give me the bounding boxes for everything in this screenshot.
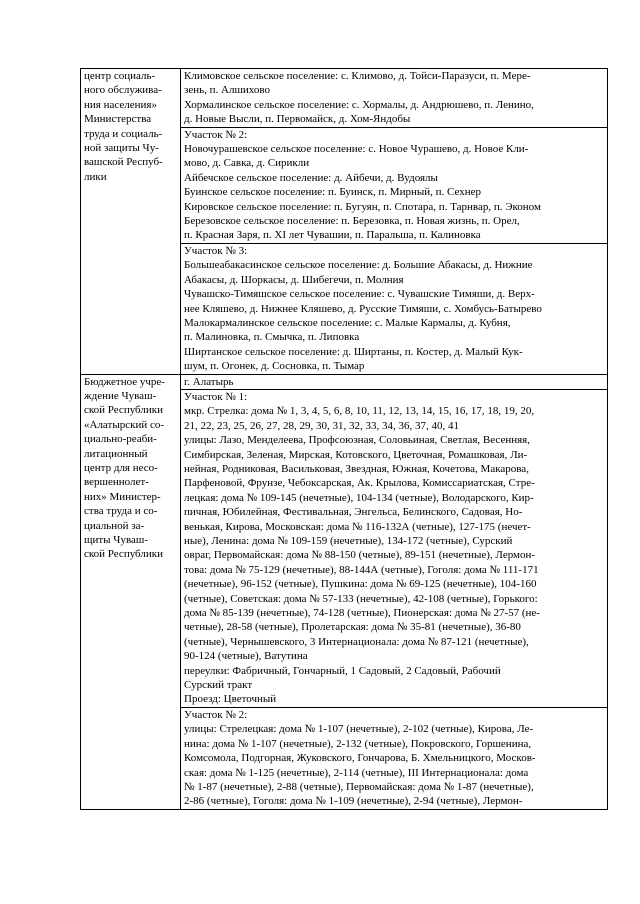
section-line: нейная, Родниковая, Васильковая, Звездная, Южная, Кочетова, Макарова, [184,462,529,475]
section-line: Айбечское сельское поселение: д. Айбечи, д. Вудоялы [184,171,438,184]
section-line: нее Кляшево, д. Нижнее Кляшево, д. Русские Тимяши, с. Хомбусь-Батырево [184,302,542,315]
org-line: циальной за- [84,519,145,532]
org-line: литационный [84,447,148,460]
section-line: (четные), Советская: дома № 57-133 (нечетные), 42-108 (четные), Горького: [184,592,538,605]
section-line: овраг, Первомайская: дома № 88-150 (четные), 89-151 (нечетные), Лермон- [184,549,536,562]
org-line: ской Республики [84,548,163,561]
organization-cell [81,69,181,375]
city-label: г. Алатырь [184,375,234,388]
org-line: ской Республики [84,404,163,417]
section-line: Участок № 2: [184,708,248,721]
section-line: шум, п. Огонек, д. Сосновка, п. Тымар [184,360,365,373]
section-line: лецкая: дома № 109-145 (нечетные), 104-134 (четные), Володарского, Кир- [184,491,534,504]
section-line: дома № 85-139 (нечетные), 74-128 (четные), Пионерская: дома № 27-57 (не- [184,607,540,620]
districts-table [80,68,608,810]
org-line: центр для несо- [84,461,158,474]
section-line: Малокармалинское сельское поселение: с. Малые Кармалы, д. Кубня, [184,316,511,329]
org-line: ного обслужива- [84,84,162,97]
section-line: Комсомола, Подгорная, Жуковского, Гончарова, Б. Хмельницкого, Москов- [184,752,536,765]
org-line: ной защиты Чу- [84,142,159,155]
section-line: мово, д. Савка, д. Сирикли [184,157,310,170]
organization-cell [81,374,181,809]
table-row [81,69,608,128]
section-line: това: дома № 75-129 (нечетные), 88-144А (четные), Гоголя: дома № 111-171 [184,563,539,576]
section-line: Проезд: Цветочный [184,693,277,706]
org-line: вашской Респуб- [84,156,163,169]
section-line: Симбирская, Зеленая, Мирская, Котовского, Цветочная, Ромашковая, Ли- [184,448,528,461]
section-line: Парфеновой, Фрунзе, Чебоксарская, Ак. Крылова, Комиссариатская, Стре- [184,477,535,490]
section-line: 2-86 (четные), Гоголя: дома № 1-109 (нечетные), 2-94 (четные), Лермон- [184,795,523,808]
section-cell [181,69,608,128]
org-line: щиты Чуваш- [84,534,149,546]
section-line: ные), Ленина: дома № 109-159 (нечетные), 134-172 (четные), Сурский [184,535,513,547]
org-line: ства труда и со- [84,505,158,518]
section-line: (четные), Чернышевского, 3 Интернационала: дома № 87-121 (нечетные), [184,635,529,648]
section-line: улицы: Лазо, Менделеева, Профсоюзная, Соловьиная, Светлая, Весенняя, [184,434,530,447]
section-line: Большеабакасинское сельское поселение: д. Большие Абакасы, д. Нижние [184,259,533,272]
org-line: циально-реаби- [84,433,157,446]
section-line: (нечетные), 96-152 (четные), Пушкина: дома № 69-125 (нечетные), 104-160 [184,578,537,591]
section-line: Кировское сельское поселение: п. Бугуян, п. Спотара, п. Тарнвар, п. Эконом [184,200,541,213]
section-cell [181,127,608,243]
section-line: 21, 22, 23, 25, 26, 27, 28, 29, 30, 31, 32, 33, 34, 36, 37, 40, 41 [184,419,459,432]
section-line: Ширтанское сельское поселение: д. Ширтаны, п. Костер, д. Малый Кук- [184,345,523,358]
section-line: Участок № 3: [184,244,248,257]
org-line: ния населения» [84,98,157,111]
section-line: 90-124 (четные), Ватутина [184,650,308,663]
section-line: Буинское сельское поселение: п. Буинск, п. Мирный, п. Сехнер [184,186,481,199]
section-line: пичная, Юбилейная, Фестивальная, Энгельса, Белинского, Садовая, Но- [184,506,523,519]
section-line: нина: дома № 1-107 (нечетные), 2-132 (четные), Покровского, Горшенина, [184,737,532,750]
section-line: Хормалинское сельское поселение: с. Хормалы, д. Андрюшево, п. Ленино, [184,98,534,111]
section-line: Сурский тракт [184,679,253,692]
section-line: улицы: Стрелецкая: дома № 1-107 (нечетные), 2-102 (четные), Кирова, Ле- [184,723,534,736]
section-line: Климовское сельское поселение: с. Климово, д. Тойси-Паразуси, п. Мере- [184,70,531,82]
section-line: венькая, Кирова, Московская: дома № 116-132А (четные), 127-175 (нечет- [184,520,531,533]
section-line: зень, п. Алшихово [184,84,271,97]
section-line: Участок № 2: [184,128,248,141]
section-line: мкр. Стрелка: дома № 1, 3, 4, 5, 6, 8, 10, 11, 12, 13, 14, 15, 16, 17, 18, 19, 20, [184,405,535,418]
section-line: ская: дома № 1-125 (нечетные), 2-114 (четные), III Интернационала: дома [184,766,529,779]
section-line: четные), 28-58 (четные), Пролетарская: дома № 35-81 (нечетные), 36-80 [184,621,521,634]
org-line: Министерства [84,113,152,126]
org-line: «Алатырский со- [84,418,165,431]
section-line: п. Малиновка, п. Смычка, п. Липовка [184,331,360,344]
section-line: Березовское сельское поселение: п. Березовка, п. Новая жизнь, п. Орел, [184,215,520,228]
section-line: Абакасы, д. Шоркасы, д. Шибегечи, п. Молния [184,273,404,286]
section-cell [181,707,608,809]
org-line: ждение Чуваш- [84,389,157,402]
org-line: центр социаль- [84,70,156,82]
org-line: вершеннолет- [84,476,149,489]
section-line: Новочурашевское сельское поселение: с. Новое Чурашево, д. Новое Кли- [184,143,529,156]
section-cell [181,243,608,374]
section-line: № 1-87 (нечетные), 2-88 (четные), Первомайская: дома № 1-87 (нечетные), [184,780,534,793]
section-cell [181,374,608,389]
section-line: Чувашско-Тимяшское сельское поселение: с. Чувашские Тимяши, д. Верх- [184,288,535,301]
org-line: Бюджетное учре- [84,375,165,388]
table-row [81,374,608,389]
section-line: д. Новые Высли, п. Первомайск, д. Хом-Яндобы [184,113,411,126]
org-line: них» Министер- [84,490,161,503]
org-line: труда и социаль- [84,127,163,140]
section-cell [181,389,608,707]
section-line: Участок № 1: [184,390,248,403]
section-line: п. Красная Заря, п. XI лет Чувашии, п. Паральша, п. Калиновка [184,229,481,242]
section-line: переулки: Фабричный, Гончарный, 1 Садовый, 2 Садовый, Рабочий [184,664,501,677]
org-line: лики [84,170,107,183]
